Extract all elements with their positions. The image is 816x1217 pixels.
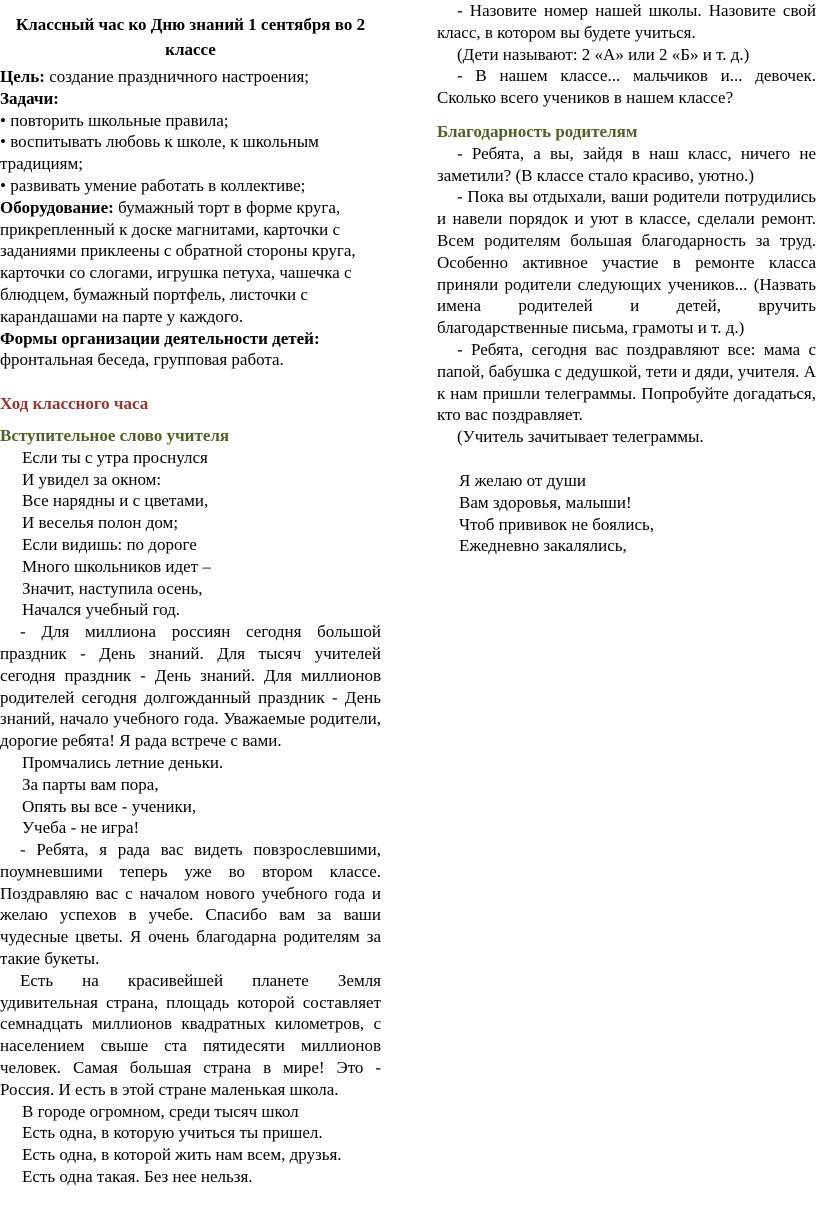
page-title: Классный час ко Дню знаний 1 сентября во 2 классе: [15, 15, 366, 59]
poem-line: Много школьников идет –: [22, 556, 211, 576]
task-item: • развивать умение работать в коллективе;: [0, 175, 306, 195]
forms-text: фронтальная беседа, групповая работа.: [0, 350, 284, 370]
task-item: • воспитывать любовь к школе, к школьным традициям;: [0, 132, 319, 174]
paragraph: - Ребята, я рада вас видеть повзрослевшими, поумневшими теперь уже во втором классе. Поздравляю вас с началом нового учебного года и желаю успехов в учебе. Спасибо вам за ваши чудесные цветы. Я очень благодарна родителям за такие букеты.: [0, 840, 381, 969]
task-item: • повторить школьные правила;: [0, 110, 229, 130]
paragraph: - Для миллиона россиян сегодня большой праздник - День знаний. Для тысяч учителей сегодня праздник - День знаний. Для миллионов родителей сегодня долгожданный праздник - День знаний, начало учебного года. Уважаемые родители, дорогие ребята! Я рада встрече с вами.: [0, 622, 381, 751]
right-column: [437, 0, 816, 557]
poem-2: [0, 752, 381, 839]
poem-line: Если видишь: по дороге: [22, 534, 197, 554]
equipment-text: бумажный торт в форме круга, прикрепленный к доске магнитами, карточки с заданиями приклеены с обратной стороны круга, карточки со слогами, игрушка петуха, чашечка с блюдцем, бумажный портфель, листочки с карандашами на парте у каждого.: [0, 197, 356, 326]
left-column: [0, 0, 381, 1188]
tasks-label: Задачи:: [0, 88, 59, 108]
goal-text: создание праздничного настроения;: [44, 67, 310, 86]
paragraph: (Дети называют: 2 «А» или 2 «Б» и т. д.): [457, 44, 750, 64]
poem-line: И увидел за окном:: [22, 469, 162, 489]
thanks-heading: Благодарность родителям: [437, 121, 638, 141]
poem-line: Опять вы все - ученики,: [22, 796, 197, 816]
paragraph: - Ребята, сегодня вас поздравляют все: мама с папой, бабушка с дедушкой, тети и дяди, учителя. А к нам пришли телеграммы. Попробуйте догадаться, кто вас поздравляет.: [437, 339, 816, 425]
forms-line: [0, 328, 381, 372]
poem-line: В городе огромном, среди тысяч школ: [22, 1101, 299, 1121]
goal-label: Цель:: [0, 67, 45, 86]
poem-line: За парты вам пора,: [22, 774, 159, 794]
poem-line: Если ты с утра проснулся: [22, 447, 208, 467]
paragraph: Есть на красивейшей планете Земля удивительная страна, площадь которой составляет семнадцать миллионов квадратных километров, с населением свыше ста пятидесяти миллионов человек. Самая большая страна в мире! Это - Россия. И есть в этой стране маленькая школа.: [0, 970, 381, 1099]
poem-line: Есть одна, в которой жить нам всем, друзья.: [22, 1145, 342, 1165]
poem-1: [0, 447, 381, 621]
poem-line: Есть одна, в которую учиться ты пришел.: [22, 1123, 323, 1143]
paragraph: - В нашем классе... мальчиков и... девочек. Сколько всего учеников в нашем классе?: [437, 66, 816, 108]
poem-line: Я желаю от души: [459, 470, 586, 490]
poem-3: [0, 1101, 381, 1188]
spacer: [437, 448, 816, 470]
paragraph: - Пока вы отдыхали, ваши родители потрудились и навели порядок и уют в классе, сделали ремонт. Всем родителям большая благодарность за труд. Особенно активное участие в ремонте класса приняли родители следующих учеников... (Назвать имена родителей и детей, вручить благодарственные письма, грамоты и т. д.): [437, 187, 816, 338]
forms-label: Формы организации деятельности детей:: [0, 328, 320, 348]
paragraph: (Учитель зачитывает телеграммы.: [457, 427, 704, 447]
poem-line: Ежедневно закалялись,: [459, 536, 627, 556]
poem-line: Все нарядны и с цветами,: [22, 491, 209, 511]
poem-line: Учеба - не игра!: [22, 818, 140, 838]
intro-heading: Вступительное слово учителя: [0, 425, 230, 445]
poem-line: Чтоб прививок не боялись,: [459, 514, 655, 534]
equipment-label: Оборудование:: [0, 197, 114, 217]
equipment-line: [0, 197, 381, 328]
poem-line: И веселья полон дом;: [22, 513, 179, 533]
poem-line: Значит, наступила осень,: [22, 578, 203, 598]
section-heading: Ход классного часа: [0, 394, 149, 414]
poem-line: Промчались летние деньки.: [22, 752, 224, 772]
paragraph: - Назовите номер нашей школы. Назовите свой класс, в котором вы будете учиться.: [437, 1, 816, 42]
paragraph: - Ребята, а вы, зайдя в наш класс, ничего не заметили? (В классе стало красиво, уютно.): [437, 143, 816, 185]
poem-4: [437, 470, 816, 557]
poem-line: Начался учебный год.: [22, 600, 181, 620]
poem-line: Вам здоровья, малыши!: [459, 492, 632, 512]
goal-line: [0, 66, 381, 88]
poem-line: Есть одна такая. Без нее нельзя.: [22, 1167, 253, 1187]
